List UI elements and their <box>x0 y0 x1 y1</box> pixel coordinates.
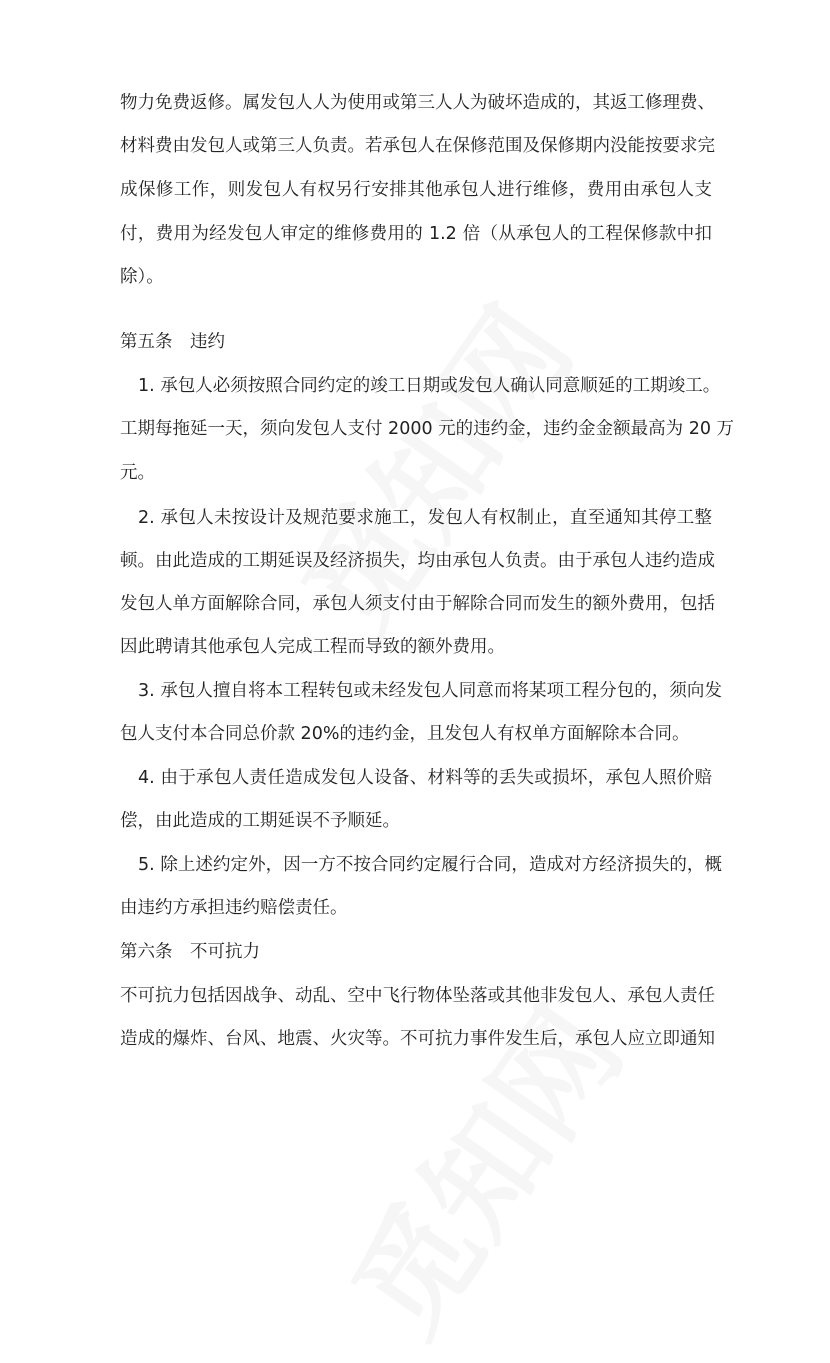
text-line: 偿，由此造成的工期延误不予顺延。 <box>120 811 400 831</box>
text-line: 材料费由发包人或第三人负责。若承包人在保修范围及保修期内没能按要求完 <box>120 136 715 156</box>
article-heading: 第五条 违约 <box>120 332 225 352</box>
text-line: 物力免费返修。属发包人人为使用或第三人人为破坏造成的，其返工修理费、 <box>120 93 715 113</box>
text-line: 因此聘请其他承包人完成工程而导致的额外费用。 <box>120 637 505 657</box>
text-line: 顿。由此造成的工期延误及经济损失，均由承包人负责。由于承包人违约造成 <box>120 551 715 571</box>
list-item-line: 3. 承包人擅自将本工程转包或未经发包人同意而将某项工程分包的，须向发 <box>138 681 722 701</box>
text-line: 工期每拖延一天，须向发包人支付 2000 元的违约金，违约金金额最高为 20 万 <box>120 419 735 439</box>
list-item-line: 2. 承包人未按设计及规范要求施工，发包人有权制止，直至通知其停工整 <box>138 508 712 528</box>
text-line: 发包人单方面解除合同，承包人须支付由于解除合同而发生的额外费用，包括 <box>120 594 715 614</box>
text-line: 元。 <box>120 463 155 483</box>
text-line: 包人支付本合同总价款 20%的违约金，且发包人有权单方面解除本合同。 <box>120 724 690 744</box>
article-heading: 第六条 不可抗力 <box>120 942 260 962</box>
text-line: 由违约方承担违约赔偿责任。 <box>120 898 348 918</box>
text-line: 造成的爆炸、台风、地震、火灾等。不可抗力事件发生后，承包人应立即通知 <box>120 1029 715 1049</box>
text-line: 付，费用为经发包人审定的维修费用的 1.2 倍（从承包人的工程保修款中扣 <box>120 224 712 244</box>
text-line: 不可抗力包括因战争、动乱、空中飞行物体坠落或其他非发包人、承包人责任 <box>120 986 715 1006</box>
text-line: 除）。 <box>120 267 164 287</box>
list-item-line: 4. 由于承包人责任造成发包人设备、材料等的丢失或损坏，承包人照价赔 <box>138 768 712 788</box>
list-item-line: 5. 除上述约定外，因一方不按合同约定履行合同，造成对方经济损失的，概 <box>138 855 722 875</box>
text-line: 成保修工作，则发包人有权另行安排其他承包人进行维修，费用由承包人支 <box>120 180 712 200</box>
list-item-line: 1. 承包人必须按照合同约定的竣工日期或发包人确认同意顺延的工期竣工。 <box>138 376 721 396</box>
